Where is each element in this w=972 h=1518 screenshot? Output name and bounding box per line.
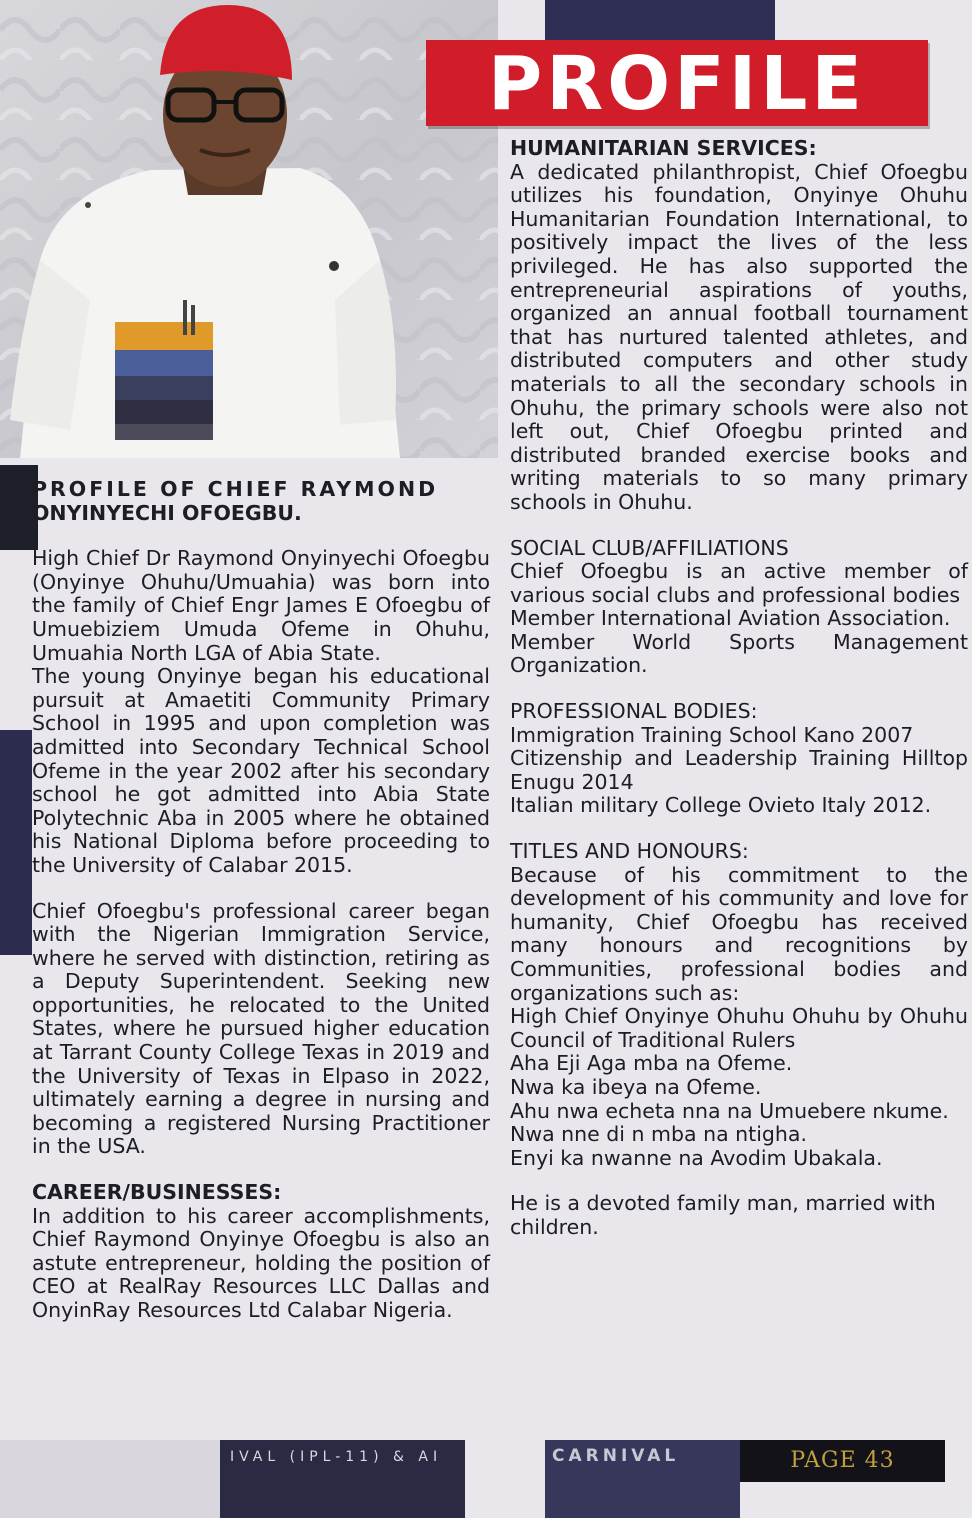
professional-heading: PROFESSIONAL BODIES: [510,699,758,724]
professional-item: Italian military College Ovieto Italy 2012. [510,793,932,818]
portrait-photo [0,0,498,458]
page-number-box [740,1440,945,1482]
page-number: PAGE 43 [790,1448,895,1473]
humanitarian-text: A dedicated philanthropist, Chief Ofoegbu utilizes his foundation, Onyinye Ohuhu Humanitarian Foundation International, to positively impact the lives of the less privileged. He has also supported the entrepreneurial aspirations of youths, organized an annual football tournament that has nurtured talented athletes, and distributed computers and other study materials to all the secondary schools in Ohuhu, the primary schools were also not left out, Chief Ofoegbu printed and distributed branded exercise books and writing materials to so many primary schools in Ohuhu. [510,159,968,514]
profile-banner [426,40,928,126]
bio-paragraph-2: The young Onyinye began his educational pursuit at Amaetiti Community Primary School in 1995 and upon completion was admitted into Secondary Technical School Ofeme in the year 2002 after his secondary school he got admitted into Abia State Polytechnic Aba in 2005 where he obtained his National Diploma before proceeding to the University of Calabar 2015. [32,664,490,877]
left-column [32,478,490,1323]
humanitarian-heading: HUMANITARIAN SERVICES: [510,136,817,160]
profile-heading-line2: ONYINYECHI OFOEGBU. [32,500,302,525]
titles-text: Because of his commitment to the development of his community and love for humanity, Chief Ofoegbu has received many honours and recognitions by Communities, professional bodies and organizations such as: [510,862,968,1005]
decorative-block [0,730,32,955]
social-heading: SOCIAL CLUB/AFFILIATIONS [510,535,789,560]
title-item: Aha Eji Aga mba na Ofeme. [510,1051,793,1076]
title-item: Nwa nne di n mba na ntigha. [510,1122,807,1147]
professional-item: Immigration Training School Kano 2007 [510,722,914,747]
decorative-block [0,1440,220,1518]
banner-title: PROFILE [488,41,866,127]
footer-carnival: CARNIVAL [552,1446,680,1466]
bio-paragraph-3: Chief Ofoegbu's professional career began with the Nigerian Immigration Service, where he served with distinction, retiring as a Deputy Superintendent. Seeking new opportunities, he relocated to the United States, where he pursued higher education at Tarrant County College Texas in 2019 and the University of Texas in Elpaso in 2022, ultimately earning a degree in nursing and becoming a registered Nursing Practitioner in the USA. [32,898,490,1159]
title-item: Enyi ka nwanne na Avodim Ubakala. [510,1145,883,1170]
professional-item: Citizenship and Leadership Training Hilltop Enugu 2014 [510,746,968,794]
profile-heading-line1: PROFILE OF CHIEF RAYMOND [32,477,439,501]
decorative-block [545,0,775,45]
career-text: In addition to his career accomplishments, Chief Raymond Onyinye Ofoegbu is also an astute entrepreneur, holding the position of CEO at RealRay Resources LLC Dallas and OnyinRay Resources Ltd Calabar Nigeria. [32,1203,490,1322]
title-item: Nwa ka ibeya na Ofeme. [510,1074,762,1099]
career-heading: CAREER/BUSINESSES: [32,1180,282,1205]
portrait-illustration [0,0,498,458]
closing-text: He is a devoted family man, married with children. [510,1191,936,1239]
right-column [510,137,968,1240]
social-item: Member World Sports Management Organization. [510,629,968,678]
social-item: Member International Aviation Association. [510,606,951,631]
titles-heading: TITLES AND HONOURS: [510,839,749,864]
title-item: High Chief Onyinye Ohuhu Ohuhu by Ohuhu Council of Traditional Rulers [510,1004,968,1052]
social-text: Chief Ofoegbu is an active member of various social clubs and professional bodies [510,559,968,607]
footer-left-text: IVAL (IPL-11) & AI [230,1449,443,1465]
title-item: Ahu nwa echeta nna na Umuebere nkume. [510,1098,949,1123]
bio-paragraph-1: High Chief Dr Raymond Onyinyechi Ofoegbu (Onyinye Ohuhu/Umuahia) was born into the family of Chief Engr James E Ofoegbu of Umuebiziem Umuda Ofeme in Ohuhu, Umuahia North LGA of Abia State. [32,546,490,665]
